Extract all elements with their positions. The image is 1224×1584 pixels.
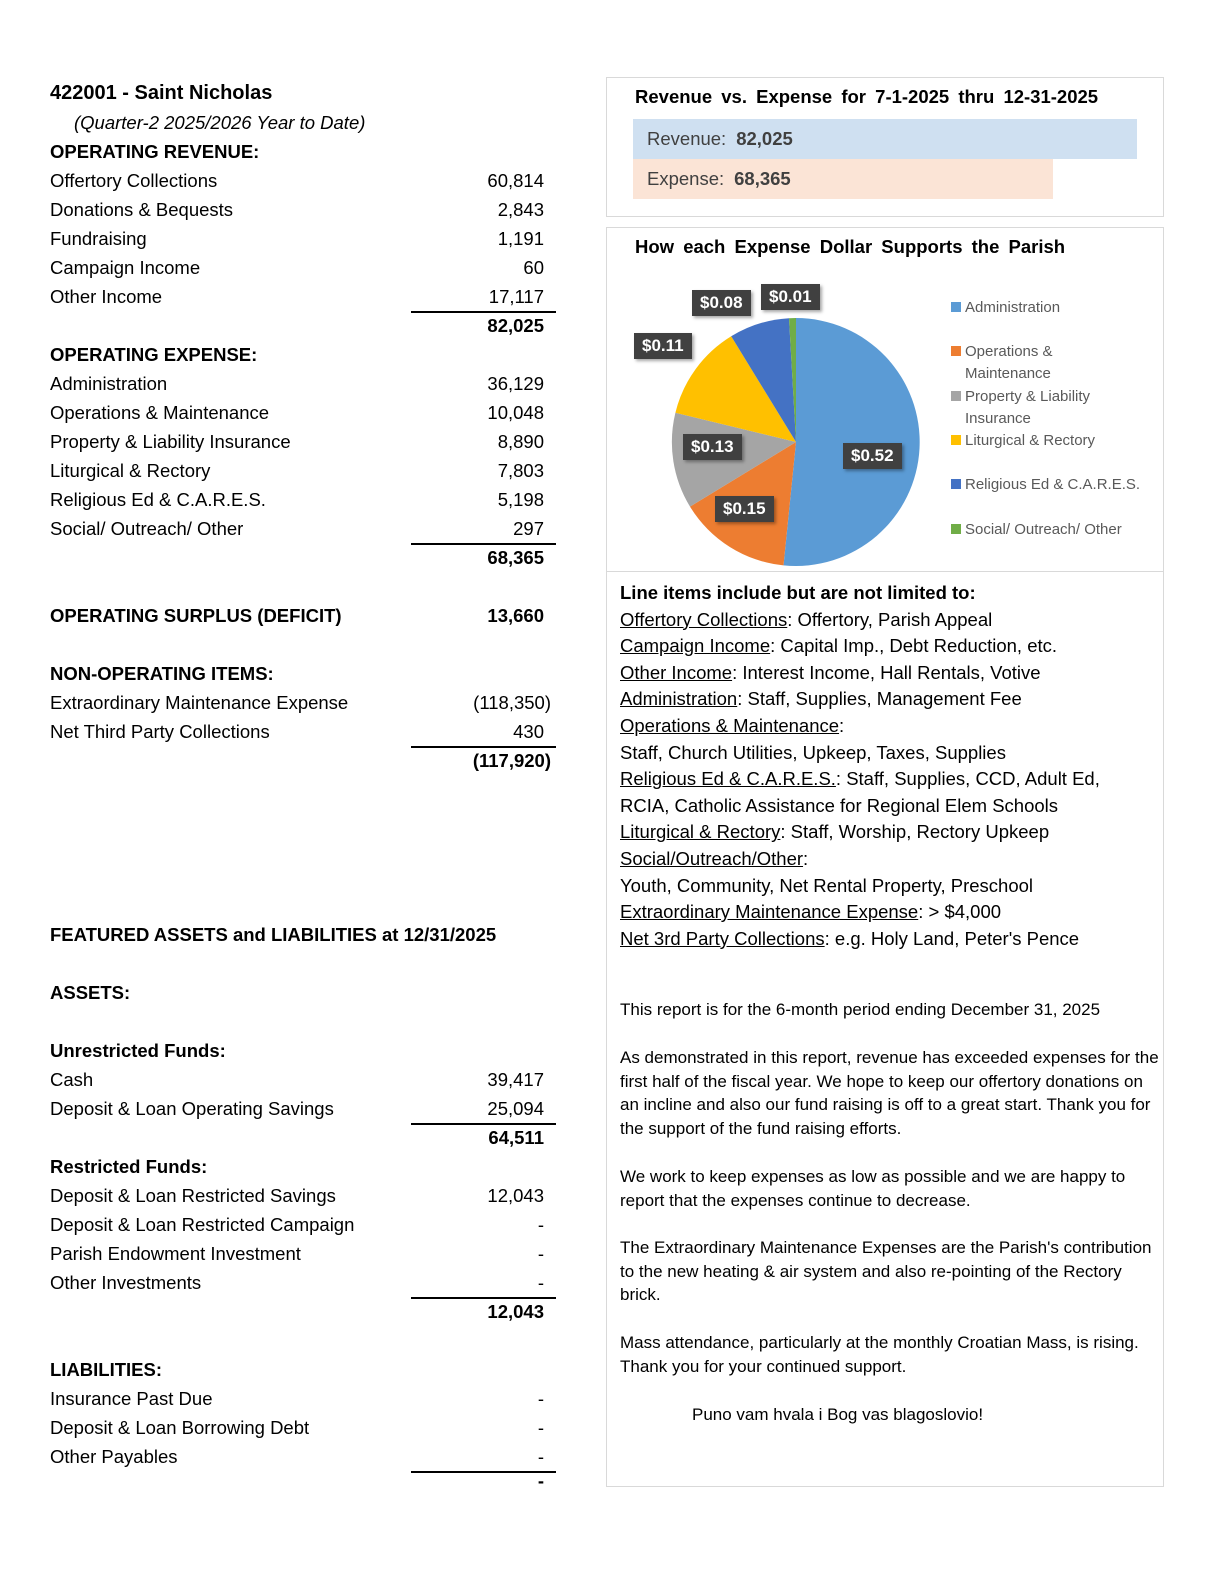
spacer	[50, 949, 560, 978]
table-row: Campaign Income 60	[50, 257, 544, 278]
divider	[607, 571, 1163, 572]
line-item: Operations & Maintenance:	[620, 714, 845, 736]
table-row: Social/ Outreach/ Other 297	[50, 518, 544, 539]
legend-swatch	[951, 302, 961, 312]
assets-heading: ASSETS:	[50, 982, 131, 1003]
report-period: (Quarter-2 2025/2026 Year to Date)	[74, 112, 366, 133]
message-paragraph: As demonstrated in this report, revenue has exceeded expenses for the first half of the fiscal year. We hope to keep our offertory donations on an incline and also our fund raising is off to a great start. Thank you for the support of the fund raising efforts.	[620, 1048, 1159, 1138]
table-row: Deposit & Loan Restricted Savings 12,043	[50, 1185, 544, 1206]
line-items-notes	[620, 580, 1160, 952]
liabilities-total-row: -	[50, 1471, 560, 1491]
data-label-administration: $0.52	[843, 443, 902, 469]
message-paragraph: Mass attendance, particularly at the monthly Croatian Mass, is rising. Thank you for your continued support.	[620, 1333, 1139, 1376]
table-row: Offertory Collections 60,814	[50, 170, 544, 191]
revenue-total-row: 82,025	[50, 311, 560, 340]
line-item: Offertory Collections: Offertory, Parish Appeal	[620, 608, 993, 630]
message-paragraph: We work to keep expenses as low as possible and we are happy to report that the expenses continue to decrease.	[620, 1167, 1126, 1210]
operating-surplus-row: OPERATING SURPLUS (DEFICIT) 13,660	[50, 605, 544, 626]
legend-item-social: Social/ Outreach/ Other	[951, 519, 1151, 541]
table-row: Other Investments -	[50, 1272, 544, 1293]
total-rule	[411, 1471, 556, 1473]
line-item: RCIA, Catholic Assistance for Regional Elem Schools	[620, 794, 1059, 816]
revenue-bar: Revenue: 82,025	[633, 119, 1137, 159]
line-item: Social/Outreach/Other:	[620, 847, 809, 869]
data-label-property: $0.13	[683, 434, 742, 460]
spacer	[50, 630, 560, 659]
unrestricted-funds-heading: Unrestricted Funds:	[50, 1040, 226, 1061]
data-label-religious-ed: $0.08	[692, 290, 751, 316]
legend-item-administration: Administration	[951, 297, 1151, 319]
table-row: Net Third Party Collections 430	[50, 721, 544, 742]
table-row: Other Payables -	[50, 1446, 544, 1467]
table-row: Deposit & Loan Restricted Campaign -	[50, 1214, 544, 1235]
spacer	[50, 1326, 560, 1355]
legend-item-liturgical: Liturgical & Rectory	[951, 430, 1151, 452]
line-item: Extraordinary Maintenance Expense: > $4,000	[620, 901, 1002, 923]
legend-item-property: Property & Liability Insurance	[951, 386, 1151, 430]
data-label-operations: $0.15	[715, 496, 774, 522]
slice-administration	[784, 318, 920, 566]
line-item: Campaign Income: Capital Imp., Debt Reduction, etc.	[620, 635, 1058, 657]
legend-swatch	[951, 479, 961, 489]
legend-swatch	[951, 435, 961, 445]
non-operating-total-row: (117,920)	[50, 746, 560, 775]
line-item: Religious Ed & C.A.R.E.S.: Staff, Supplies, CCD, Adult Ed,	[620, 768, 1100, 790]
line-item: Administration: Staff, Supplies, Management Fee	[620, 688, 1022, 710]
expense-total-row: 68,365	[50, 543, 560, 572]
line-item: Other Income: Interest Income, Hall Rentals, Votive	[620, 661, 1041, 683]
table-row: Liturgical & Rectory 7,803	[50, 460, 544, 481]
spacer	[50, 775, 560, 920]
table-row: Fundraising 1,191	[50, 228, 544, 249]
line-items-heading: Line items include but are not limited to:	[620, 582, 976, 603]
pie-chart-title: How each Expense Dollar Supports the Parish	[635, 236, 1066, 257]
liabilities-heading: LIABILITIES:	[50, 1359, 163, 1380]
table-row: Insurance Past Due -	[50, 1388, 544, 1409]
table-row: Deposit & Loan Operating Savings 25,094	[50, 1098, 544, 1119]
table-row: Deposit & Loan Borrowing Debt -	[50, 1417, 544, 1438]
data-label-liturgical: $0.11	[634, 333, 692, 359]
closing-blessing: Puno vam hvala i Bog vas blagoslovio!	[692, 1405, 984, 1424]
restricted-funds-heading: Restricted Funds:	[50, 1156, 208, 1177]
data-label-social: $0.01	[761, 284, 820, 310]
line-item: Net 3rd Party Collections: e.g. Holy Land, Peter's Pence	[620, 927, 1080, 949]
table-row: Property & Liability Insurance 8,890	[50, 431, 544, 452]
spacer	[50, 1007, 560, 1036]
legend-swatch	[951, 346, 961, 356]
line-item: Staff, Church Utilities, Upkeep, Taxes, Supplies	[620, 741, 1006, 763]
spacer	[50, 572, 560, 601]
line-item: Youth, Community, Net Rental Property, Preschool	[620, 874, 1034, 896]
table-row: Extraordinary Maintenance Expense (118,350)	[50, 692, 551, 713]
non-operating-heading: NON-OPERATING ITEMS:	[50, 663, 274, 684]
message-paragraph: The Extraordinary Maintenance Expenses are the Parish's contribution to the new heating & air system and also re-pointing of the Rectory brick.	[620, 1238, 1152, 1304]
legend-swatch	[951, 524, 961, 534]
restricted-total-row: 12,043	[50, 1297, 560, 1326]
unrestricted-total-row: 64,511	[50, 1123, 560, 1152]
table-row: Other Income 17,117	[50, 286, 544, 307]
table-row: Parish Endowment Investment -	[50, 1243, 544, 1264]
revenue-vs-expense-chart	[606, 77, 1164, 217]
table-row: Administration 36,129	[50, 373, 544, 394]
financial-statement	[50, 78, 560, 1491]
table-row: Cash 39,417	[50, 1069, 544, 1090]
table-row: Donations & Bequests 2,843	[50, 199, 544, 220]
table-row: Operations & Maintenance 10,048	[50, 402, 544, 423]
legend-item-religious-ed: Religious Ed & C.A.R.E.S.	[951, 474, 1151, 496]
table-row: Religious Ed & C.A.R.E.S. 5,198	[50, 489, 544, 510]
legend-swatch	[951, 391, 961, 401]
legend-item-operations: Operations & Maintenance	[951, 341, 1151, 385]
operating-revenue-heading: OPERATING REVENUE:	[50, 141, 260, 162]
parish-title: 422001 - Saint Nicholas	[50, 82, 273, 104]
line-item: Liturgical & Rectory: Staff, Worship, Rectory Upkeep	[620, 821, 1050, 843]
message-paragraph: This report is for the 6-month period ending December 31, 2025	[620, 1000, 1101, 1019]
operating-expense-heading: OPERATING EXPENSE:	[50, 344, 258, 365]
featured-heading: FEATURED ASSETS and LIABILITIES at 12/31/2025	[50, 924, 497, 945]
chart-title: Revenue vs. Expense for 7-1-2025 thru 12-31-2025	[635, 86, 1099, 107]
expense-bar: Expense: 68,365	[633, 159, 1053, 199]
